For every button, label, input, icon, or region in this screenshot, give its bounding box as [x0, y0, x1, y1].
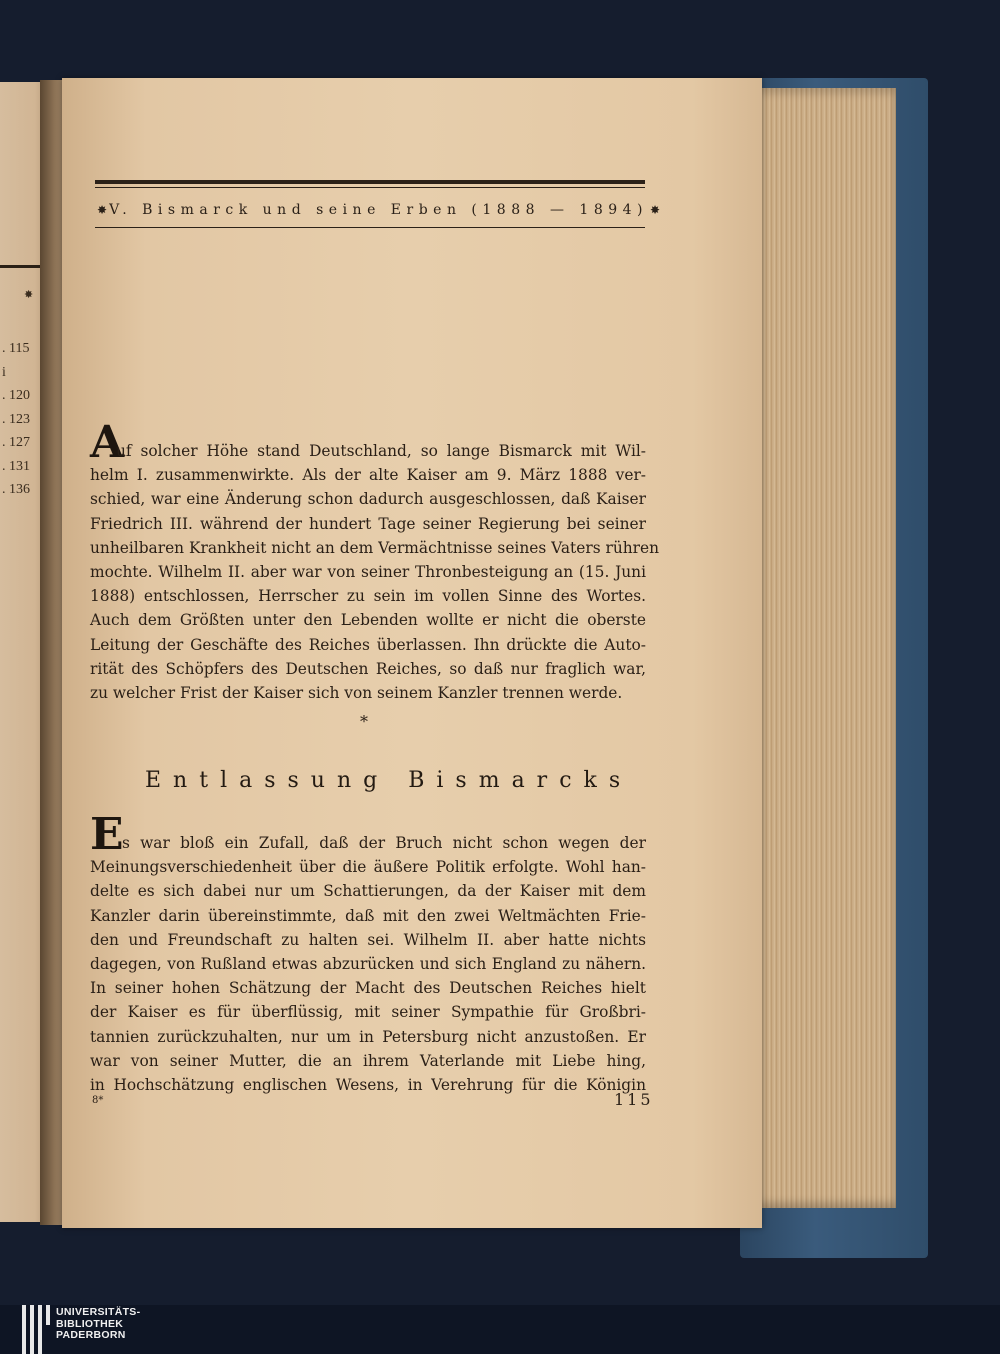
drop-initial: A: [90, 417, 125, 468]
left-page-ref: . 120: [2, 388, 30, 403]
drop-initial: E: [90, 809, 124, 860]
text-line: zu welcher Frist der Kaiser sich von seinem Kanzler trennen werde.: [90, 683, 623, 702]
running-head-rule-top: [95, 180, 645, 184]
left-page-ornament: ✸: [24, 288, 34, 301]
text-line: mochte. Wilhelm II. aber war von seiner Thronbesteigung an (15. Juni: [90, 562, 646, 581]
page-number: 115: [614, 1090, 654, 1109]
library-footer: [0, 1305, 1000, 1354]
library-logo-icon: [22, 1305, 50, 1354]
library-name-line: BIBLIOTHEK: [56, 1317, 124, 1330]
text-line: uf solcher Höhe stand Deutschland, so lange Bismarck mit Wil-: [116, 442, 646, 460]
running-head-rule-bottom: [95, 227, 645, 228]
section-heading: Entlassung Bismarcks: [145, 768, 633, 793]
text-line: den und Freundschaft zu halten sei. Wilhelm II. aber hatte nichts: [90, 930, 646, 949]
running-head-rule-top-thin: [95, 187, 645, 188]
text-line: helm I. zusammenwirkte. Als der alte Kaiser am 9. März 1888 ver-: [90, 466, 646, 485]
text-line: 1888) entschlossen, Herrscher zu sein im vollen Sinne des Wortes.: [90, 587, 646, 606]
text-line: schied, war eine Änderung schon dadurch ausgeschlossen, daß Kaiser: [90, 490, 646, 509]
text-line: Leitung der Geschäfte des Reiches überlassen. Ihn drückte die Auto-: [90, 635, 646, 654]
left-page-ref: . 136: [2, 482, 30, 497]
ornament-icon: ✸: [97, 203, 108, 217]
text-line: s war bloß ein Zufall, daß der Bruch nicht schon wegen der: [122, 834, 646, 852]
left-page-refs: [2, 337, 30, 502]
signature-mark: 8*: [92, 1095, 104, 1106]
left-page-ref: . 115: [2, 341, 30, 356]
text-line: Kanzler darin übereinstimmte, daß mit den zwei Weltmächten Frie-: [90, 906, 646, 925]
running-head: [95, 197, 661, 223]
library-name-line: UNIVERSITÄTS-: [56, 1306, 141, 1318]
text-line: In seiner hohen Schätzung der Macht des Deutschen Reiches hielt: [90, 979, 646, 998]
library-name-line: PADERBORN: [56, 1329, 126, 1342]
paragraph-1: [90, 439, 660, 705]
left-page-ref: . 123: [2, 411, 30, 427]
left-page-rule: [0, 265, 40, 268]
running-head-title: V. Bismarck und seine Erben (1888 — 1894): [109, 202, 649, 218]
library-name: [56, 1307, 140, 1342]
text-line: der Kaiser es für überflüssig, mit seiner Sympathie für Großbri-: [90, 1003, 646, 1022]
text-line: unheilbaren Krankheit nicht an dem Vermächtnisse seines Vaters rühren: [90, 538, 660, 557]
page-edges: [756, 88, 896, 1208]
text-line: rität des Schöpfers des Deutschen Reiches, so daß nur fraglich war,: [90, 659, 646, 678]
paragraph-2: [90, 831, 646, 1097]
text-line: in Hochschätzung englischen Wesens, in Verehrung für die Königin: [90, 1075, 646, 1094]
section-separator: *: [360, 712, 368, 731]
text-line: delte es sich dabei nur um Schattierungen, da der Kaiser mit dem: [90, 882, 646, 901]
text-line: dagegen, von Rußland etwas abzurücken und sich England zu nähern.: [90, 954, 646, 973]
left-page-ref: i: [2, 364, 6, 380]
text-line: Auch dem Größten unter den Lebenden wollte er nicht die oberste: [90, 611, 646, 630]
text-line: tannien zurückzuhalten, nur um in Petersburg nicht anzustoßen. Er: [90, 1027, 646, 1046]
ornament-icon: ✸: [650, 203, 661, 217]
left-page-ref: . 127: [2, 435, 30, 450]
left-page-ref: . 131: [2, 458, 30, 474]
text-line: Friedrich III. während der hundert Tage seiner Regierung bei seiner: [90, 514, 646, 533]
text-line: Meinungsverschiedenheit über die äußere Politik erfolgte. Wohl han-: [90, 858, 646, 877]
text-line: war von seiner Mutter, die an ihrem Vaterlande mit Liebe hing,: [90, 1051, 646, 1070]
